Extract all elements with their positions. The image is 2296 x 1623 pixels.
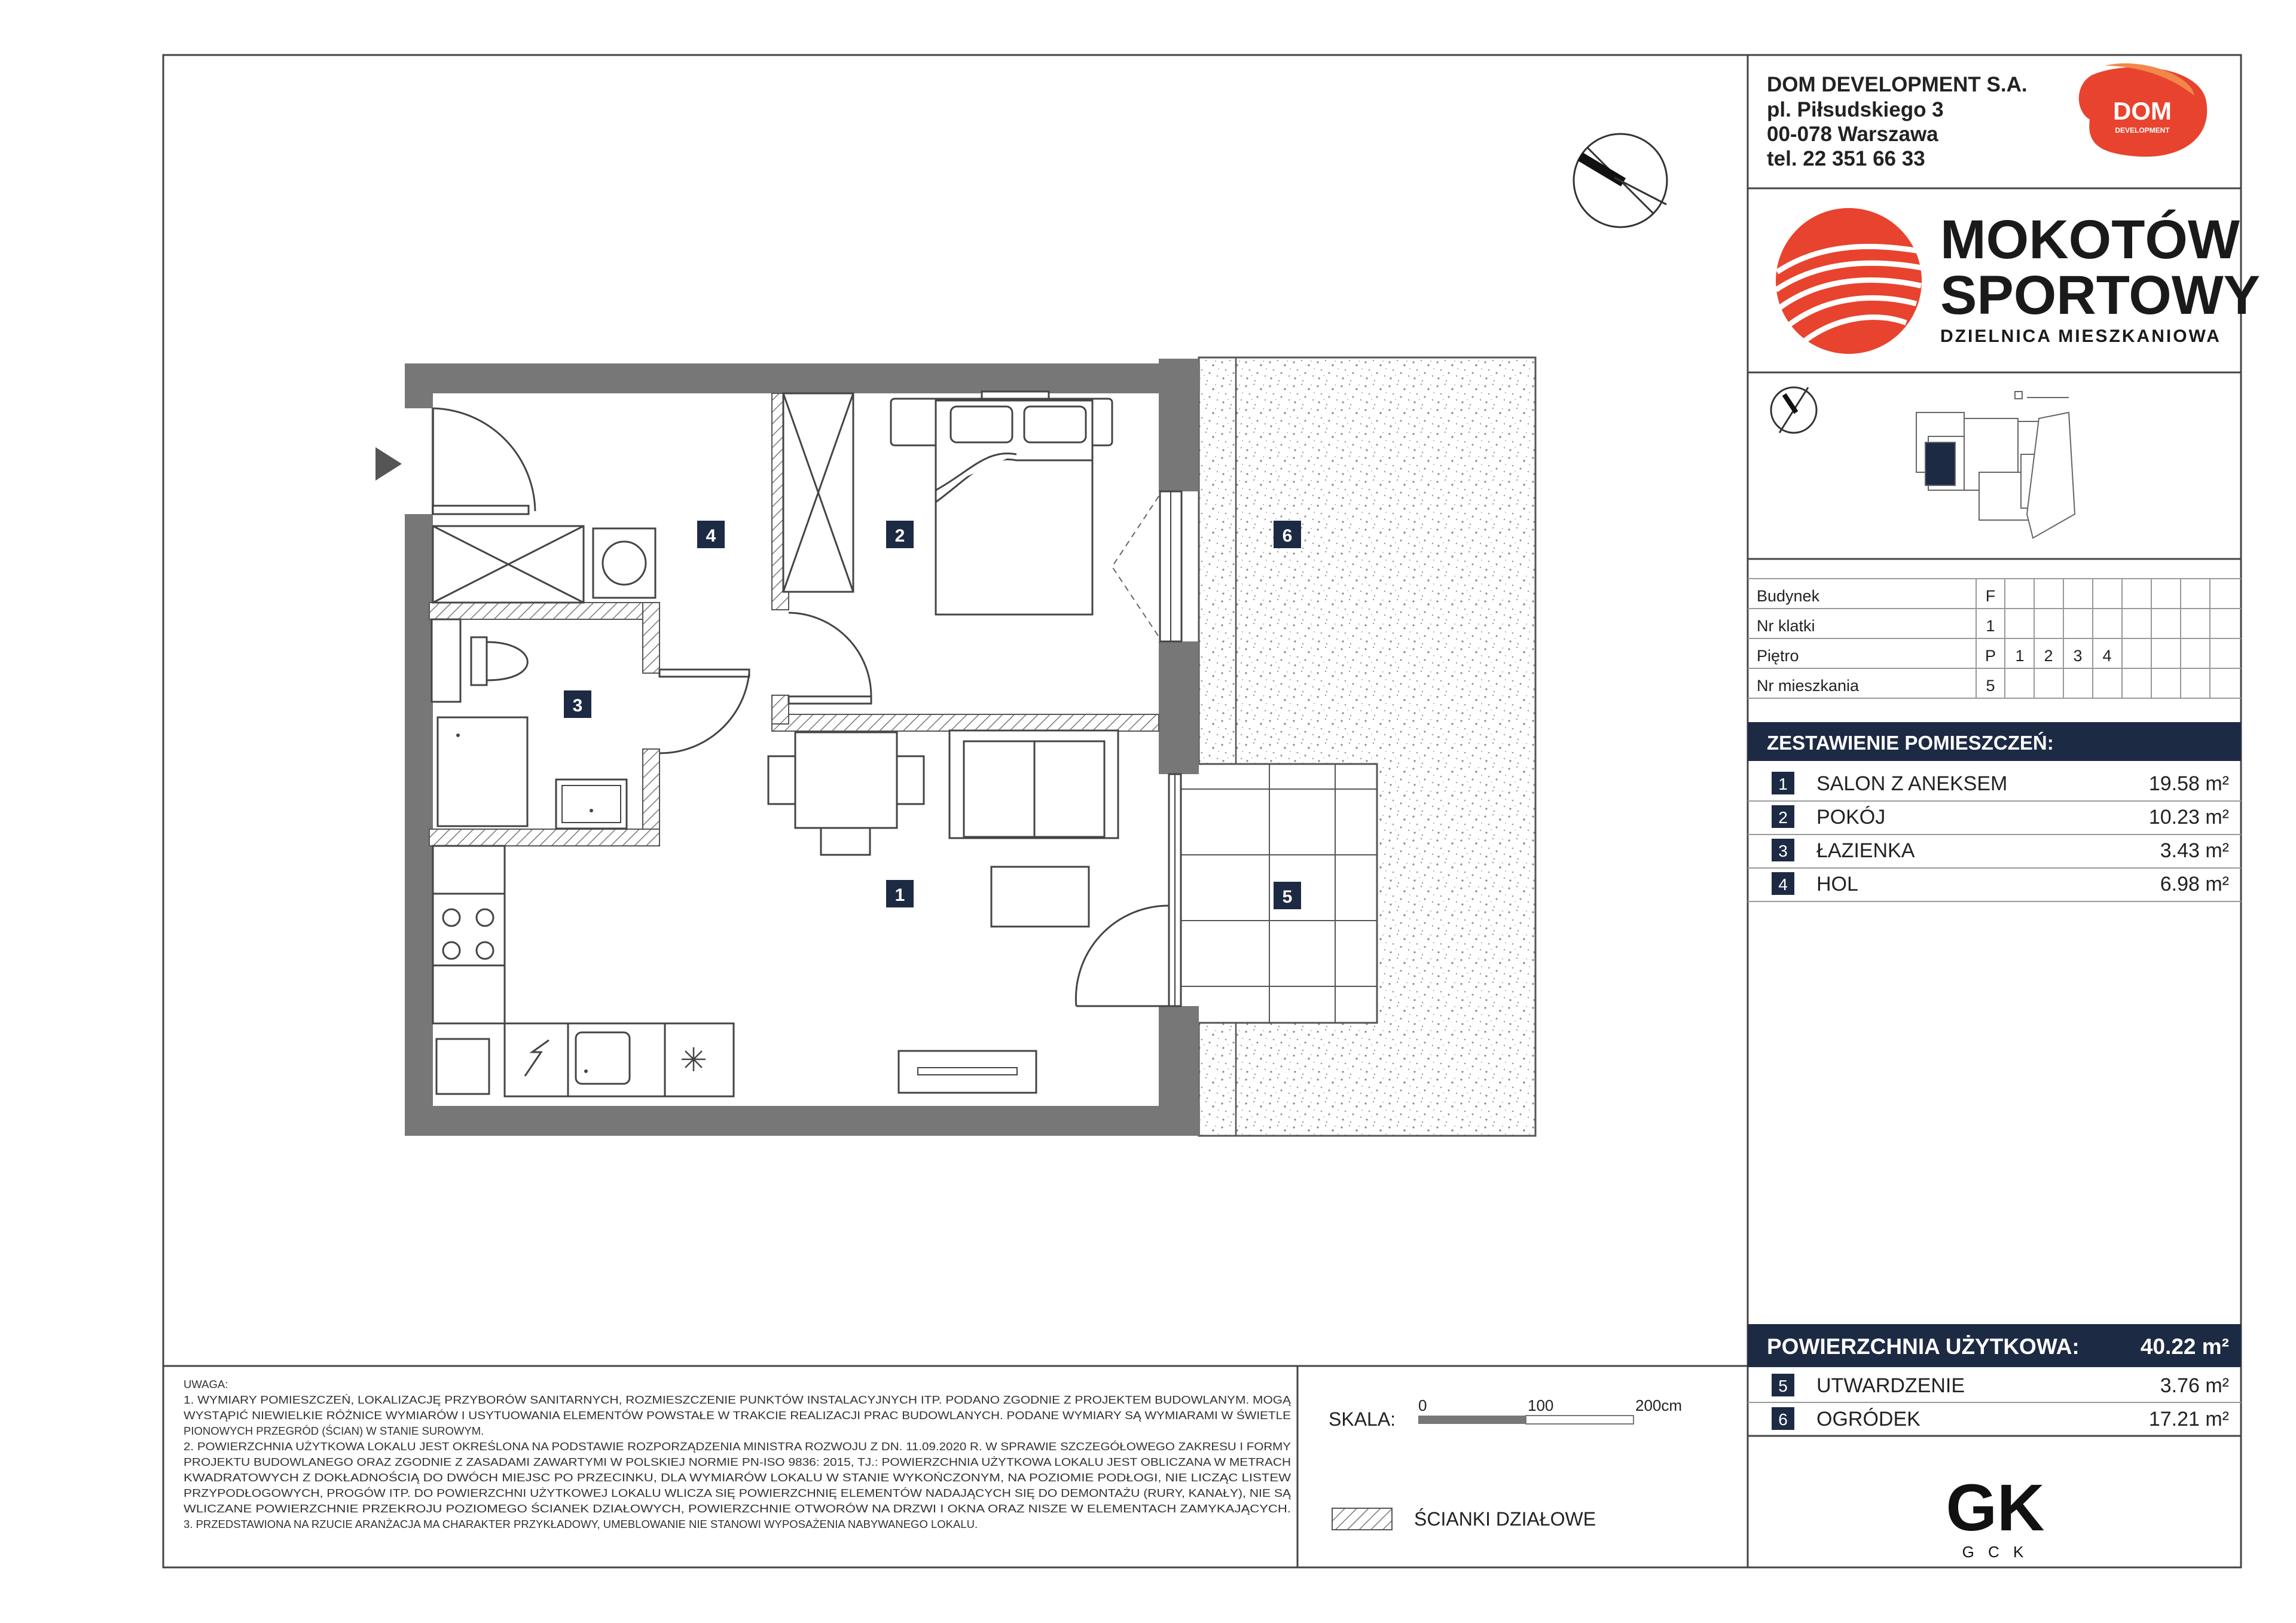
svg-text:P: P (1984, 647, 1996, 665)
svg-text:3: 3 (2073, 647, 2083, 665)
svg-text:4: 4 (706, 526, 716, 546)
sofa-icon (949, 730, 1118, 838)
svg-text:Piętro: Piętro (1757, 647, 1799, 665)
entrance-arrow-icon (375, 447, 402, 481)
svg-text:ŚCIANKI DZIAŁOWE: ŚCIANKI DZIAŁOWE (1414, 1508, 1596, 1530)
extra-area-row (1748, 1407, 2241, 1436)
svg-text:KWADRATOWYCH Z DOKŁADNOŚCIĄ DO: KWADRATOWYCH Z DOKŁADNOŚCIĄ DO DWÓCH MIEJSC PO PRZECINKU, DLA WYMIARÓW LOKALU W STANIE WYKOŃCZONYM, NA POZIOMIE PODŁOGI, NIE LICZĄC LISTEW (184, 1471, 1292, 1484)
rooms-header: ZESTAWIENIE POMIESZCZEŃ: (1767, 732, 2054, 754)
developer-street: pl. Piłsudskiego 3 (1767, 98, 1944, 121)
svg-text:POKÓJ: POKÓJ (1816, 806, 1886, 829)
double-bed-icon (891, 392, 1112, 615)
details-row-pietro (1757, 647, 2112, 665)
north-arrow-icon (1574, 134, 1667, 227)
svg-text:1: 1 (1986, 617, 1995, 635)
wardrobe-hall (433, 526, 584, 603)
svg-text:3.43 m²: 3.43 m² (2160, 839, 2229, 862)
room-badge-4 (697, 521, 725, 548)
key-plan-building-icon (1916, 392, 2075, 538)
window-swing (1112, 496, 1159, 637)
svg-text:4: 4 (1778, 875, 1788, 894)
svg-text:5: 5 (1778, 1377, 1788, 1395)
details-row-klatka (1757, 617, 1995, 635)
svg-text:17.21 m²: 17.21 m² (2148, 1408, 2229, 1431)
notes-title: UWAGA: (184, 1378, 228, 1390)
svg-text:Nr mieszkania: Nr mieszkania (1757, 677, 1860, 695)
scale-label: SKALA: (1329, 1408, 1396, 1430)
fridge-icon (436, 1039, 489, 1094)
svg-text:Budynek: Budynek (1757, 587, 1820, 605)
svg-text:5: 5 (1986, 677, 1995, 695)
room-row (1748, 772, 2241, 801)
bedroom-door (789, 613, 871, 704)
tv-cabinet-icon (899, 1051, 1036, 1093)
svg-text:100: 100 (1528, 1396, 1554, 1414)
svg-text:PIONOWYCH PRZEGRÓD (ŚCIAN) W S: PIONOWYCH PRZEGRÓD (ŚCIAN) W STANIE SUROWYM. (184, 1425, 484, 1437)
svg-text:3.76 m²: 3.76 m² (2160, 1374, 2229, 1397)
svg-text:10.23 m²: 10.23 m² (2148, 806, 2229, 829)
svg-text:2: 2 (2044, 647, 2053, 665)
developer-info (1767, 73, 2028, 170)
balcony-door (1169, 774, 1181, 1006)
room-badge-5 (1274, 882, 1301, 909)
kitchen-sink-icon (576, 1032, 630, 1084)
developer-phone: tel. 22 351 66 33 (1767, 147, 1925, 170)
floor-plan (375, 357, 1535, 1136)
dining-table-icon (768, 732, 924, 855)
legend-partition (1332, 1508, 1596, 1530)
svg-text:19.58 m²: 19.58 m² (2148, 772, 2229, 795)
room-row (1748, 872, 2241, 901)
dom-development-logo (2079, 63, 2207, 157)
svg-text:F: F (1985, 587, 1996, 605)
details-row-mieszkanie (1757, 677, 1995, 695)
toilet-icon (471, 637, 527, 685)
notes-block (184, 1378, 1292, 1530)
svg-text:UTWARDZENIE: UTWARDZENIE (1816, 1374, 1965, 1397)
extractor-icon (682, 1047, 706, 1071)
svg-text:DEVELOPMENT: DEVELOPMENT (2115, 126, 2170, 135)
washbasin-icon (556, 780, 627, 829)
svg-text:WYSTĄPIĆ NIEWIELKIE RÓŻNICE WY: WYSTĄPIĆ NIEWIELKIE RÓŻNICE WYMIARÓW I USYTUOWANIA ELEMENTÓW POWSTAŁE W TRAKCIE REALIZACJI PRAC BUDOWLANYCH. PODANE WYMIARY SĄ WYMIARAMI W ŚWIETLE (184, 1409, 1291, 1422)
svg-text:2: 2 (1778, 808, 1788, 827)
svg-text:4: 4 (2102, 647, 2112, 665)
svg-text:SALON Z ANEKSEM: SALON Z ANEKSEM (1816, 772, 2008, 795)
wardrobe-bedroom (783, 393, 853, 592)
bathroom-door (660, 670, 749, 753)
svg-text:DOM: DOM (2113, 97, 2172, 125)
room-row (1748, 839, 2241, 868)
window (1160, 491, 1181, 641)
room-badge-2 (886, 521, 914, 548)
shower-tray-icon (438, 717, 527, 826)
project-name-line2: SPORTOWY (1940, 265, 2261, 326)
terrace-door-swing (1076, 906, 1169, 1006)
svg-text:3: 3 (1778, 842, 1788, 860)
svg-text:1: 1 (2015, 647, 2025, 665)
svg-text:5: 5 (1282, 887, 1293, 907)
project-name-line3: DZIELNICA MIESZKANIOWA (1940, 326, 2221, 346)
svg-text:ŁAZIENKA: ŁAZIENKA (1816, 839, 1915, 862)
key-plan-compass-icon (1771, 387, 1816, 433)
svg-text:6.98 m²: 6.98 m² (2160, 873, 2229, 895)
total-area-value: 40.22 m² (2140, 1334, 2229, 1359)
svg-text:200cm: 200cm (1635, 1396, 1683, 1414)
developer-name: DOM DEVELOPMENT S.A. (1767, 73, 2028, 96)
sink-icon (432, 619, 460, 702)
svg-text:GK: GK (1946, 1471, 2045, 1545)
svg-text:G C K: G C K (1962, 1543, 2029, 1561)
svg-text:1: 1 (1778, 775, 1788, 793)
scale-bar (1329, 1396, 1682, 1430)
svg-text:PRZYPODŁOGOWYCH, PROGÓW ITP. D: PRZYPODŁOGOWYCH, PROGÓW ITP. DO POWIERZCHNI UŻYTKOWEJ LOKALU WLICZA SIĘ POWIERZCHNIĘ ELEMENTÓW NADAJĄCYCH SIĘ DO DEMONTAŻU (RURY, KANAŁY), NIE SĄ (184, 1487, 1292, 1499)
extra-area-row (1748, 1374, 2241, 1402)
svg-text:2. POWIERZCHNIA UŻYTKOWA LOK: 2. POWIERZCHNIA UŻYTKOWA LOKALU JEST OKREŚLONA NA PODSTAWIE ROZPORZĄDZENIA MINISTRA ROZWOJU Z DN. 11.09.2020 R. W SPRAWIE SZCZEGÓŁOWEGO ZAKRESU I FORMY (184, 1440, 1291, 1453)
developer-city: 00-078 Warszawa (1767, 123, 1938, 146)
svg-text:0: 0 (1418, 1396, 1427, 1414)
total-area-label: POWIERZCHNIA UŻYTKOWA: (1767, 1334, 2080, 1359)
room-badge-6 (1274, 521, 1301, 548)
gck-architect-logo (1946, 1471, 2045, 1561)
svg-text:1. WYMIARY POMIESZCZEŃ, LOKA: 1. WYMIARY POMIESZCZEŃ, LOKALIZACJĘ PRZYBORÓW SANITARNYCH, ROZMIESZCZENIE PUNKTÓW INSTALACYJNYCH ITP. PODANO ZGODNIE Z PROJEKTEM BUDOWLANYM. MOGĄ (184, 1393, 1292, 1406)
svg-text:HOL: HOL (1816, 873, 1858, 895)
washing-machine-icon (593, 528, 655, 598)
room-badge-3 (564, 690, 591, 718)
svg-text:OGRÓDEK: OGRÓDEK (1816, 1408, 1921, 1431)
entrance-door (375, 408, 535, 514)
project-name-line1: MOKOTÓW (1940, 209, 2240, 270)
svg-text:6: 6 (1282, 526, 1293, 546)
svg-text:3: 3 (572, 696, 583, 716)
room-row (1748, 805, 2241, 835)
details-row-budynek (1757, 587, 1995, 605)
room-badge-1 (886, 880, 914, 907)
svg-text:1: 1 (894, 885, 905, 905)
svg-text:2: 2 (894, 526, 905, 546)
mokotow-sportowy-logo-icon (1776, 208, 1922, 354)
svg-text:PROJEKTU BUDOWLANEGO ORAZ ZGOD: PROJEKTU BUDOWLANEGO ORAZ ZGODNIE Z ZASADAMI ZAWARTYMI W POLSKIEJ NORMIE PN-ISO 9836: 2015, TJ.: POWIERZCHNIA UŻYTKOWA LOKALU JEST OBLICZANA W METRACH (184, 1456, 1291, 1468)
svg-text:Nr klatki: Nr klatki (1757, 617, 1815, 635)
svg-text:3. PRZEDSTAWIONA NA RZUCIE A: 3. PRZEDSTAWIONA NA RZUCIE ARANŻACJA MA CHARAKTER PRZYKŁADOWY, UMEBLOWANIE NIE STANOWI WYPOSAŻENIA NABYWANEGO LOKALU. (184, 1518, 978, 1530)
svg-text:6: 6 (1778, 1410, 1788, 1429)
svg-text:WLICZANE POWIERZCHNIE PRZEKROJ: WLICZANE POWIERZCHNIE PRZEKROJU POZIOMEGO ŚCIANEK DZIAŁOWYCH, POWIERZCHNIE OTWORÓW NA DRZWI I OKNA ORAZ NISZE W ELEMENTACH ZAMYKAJĄCYCH. (184, 1502, 1291, 1515)
coffee-table-icon (991, 867, 1089, 927)
